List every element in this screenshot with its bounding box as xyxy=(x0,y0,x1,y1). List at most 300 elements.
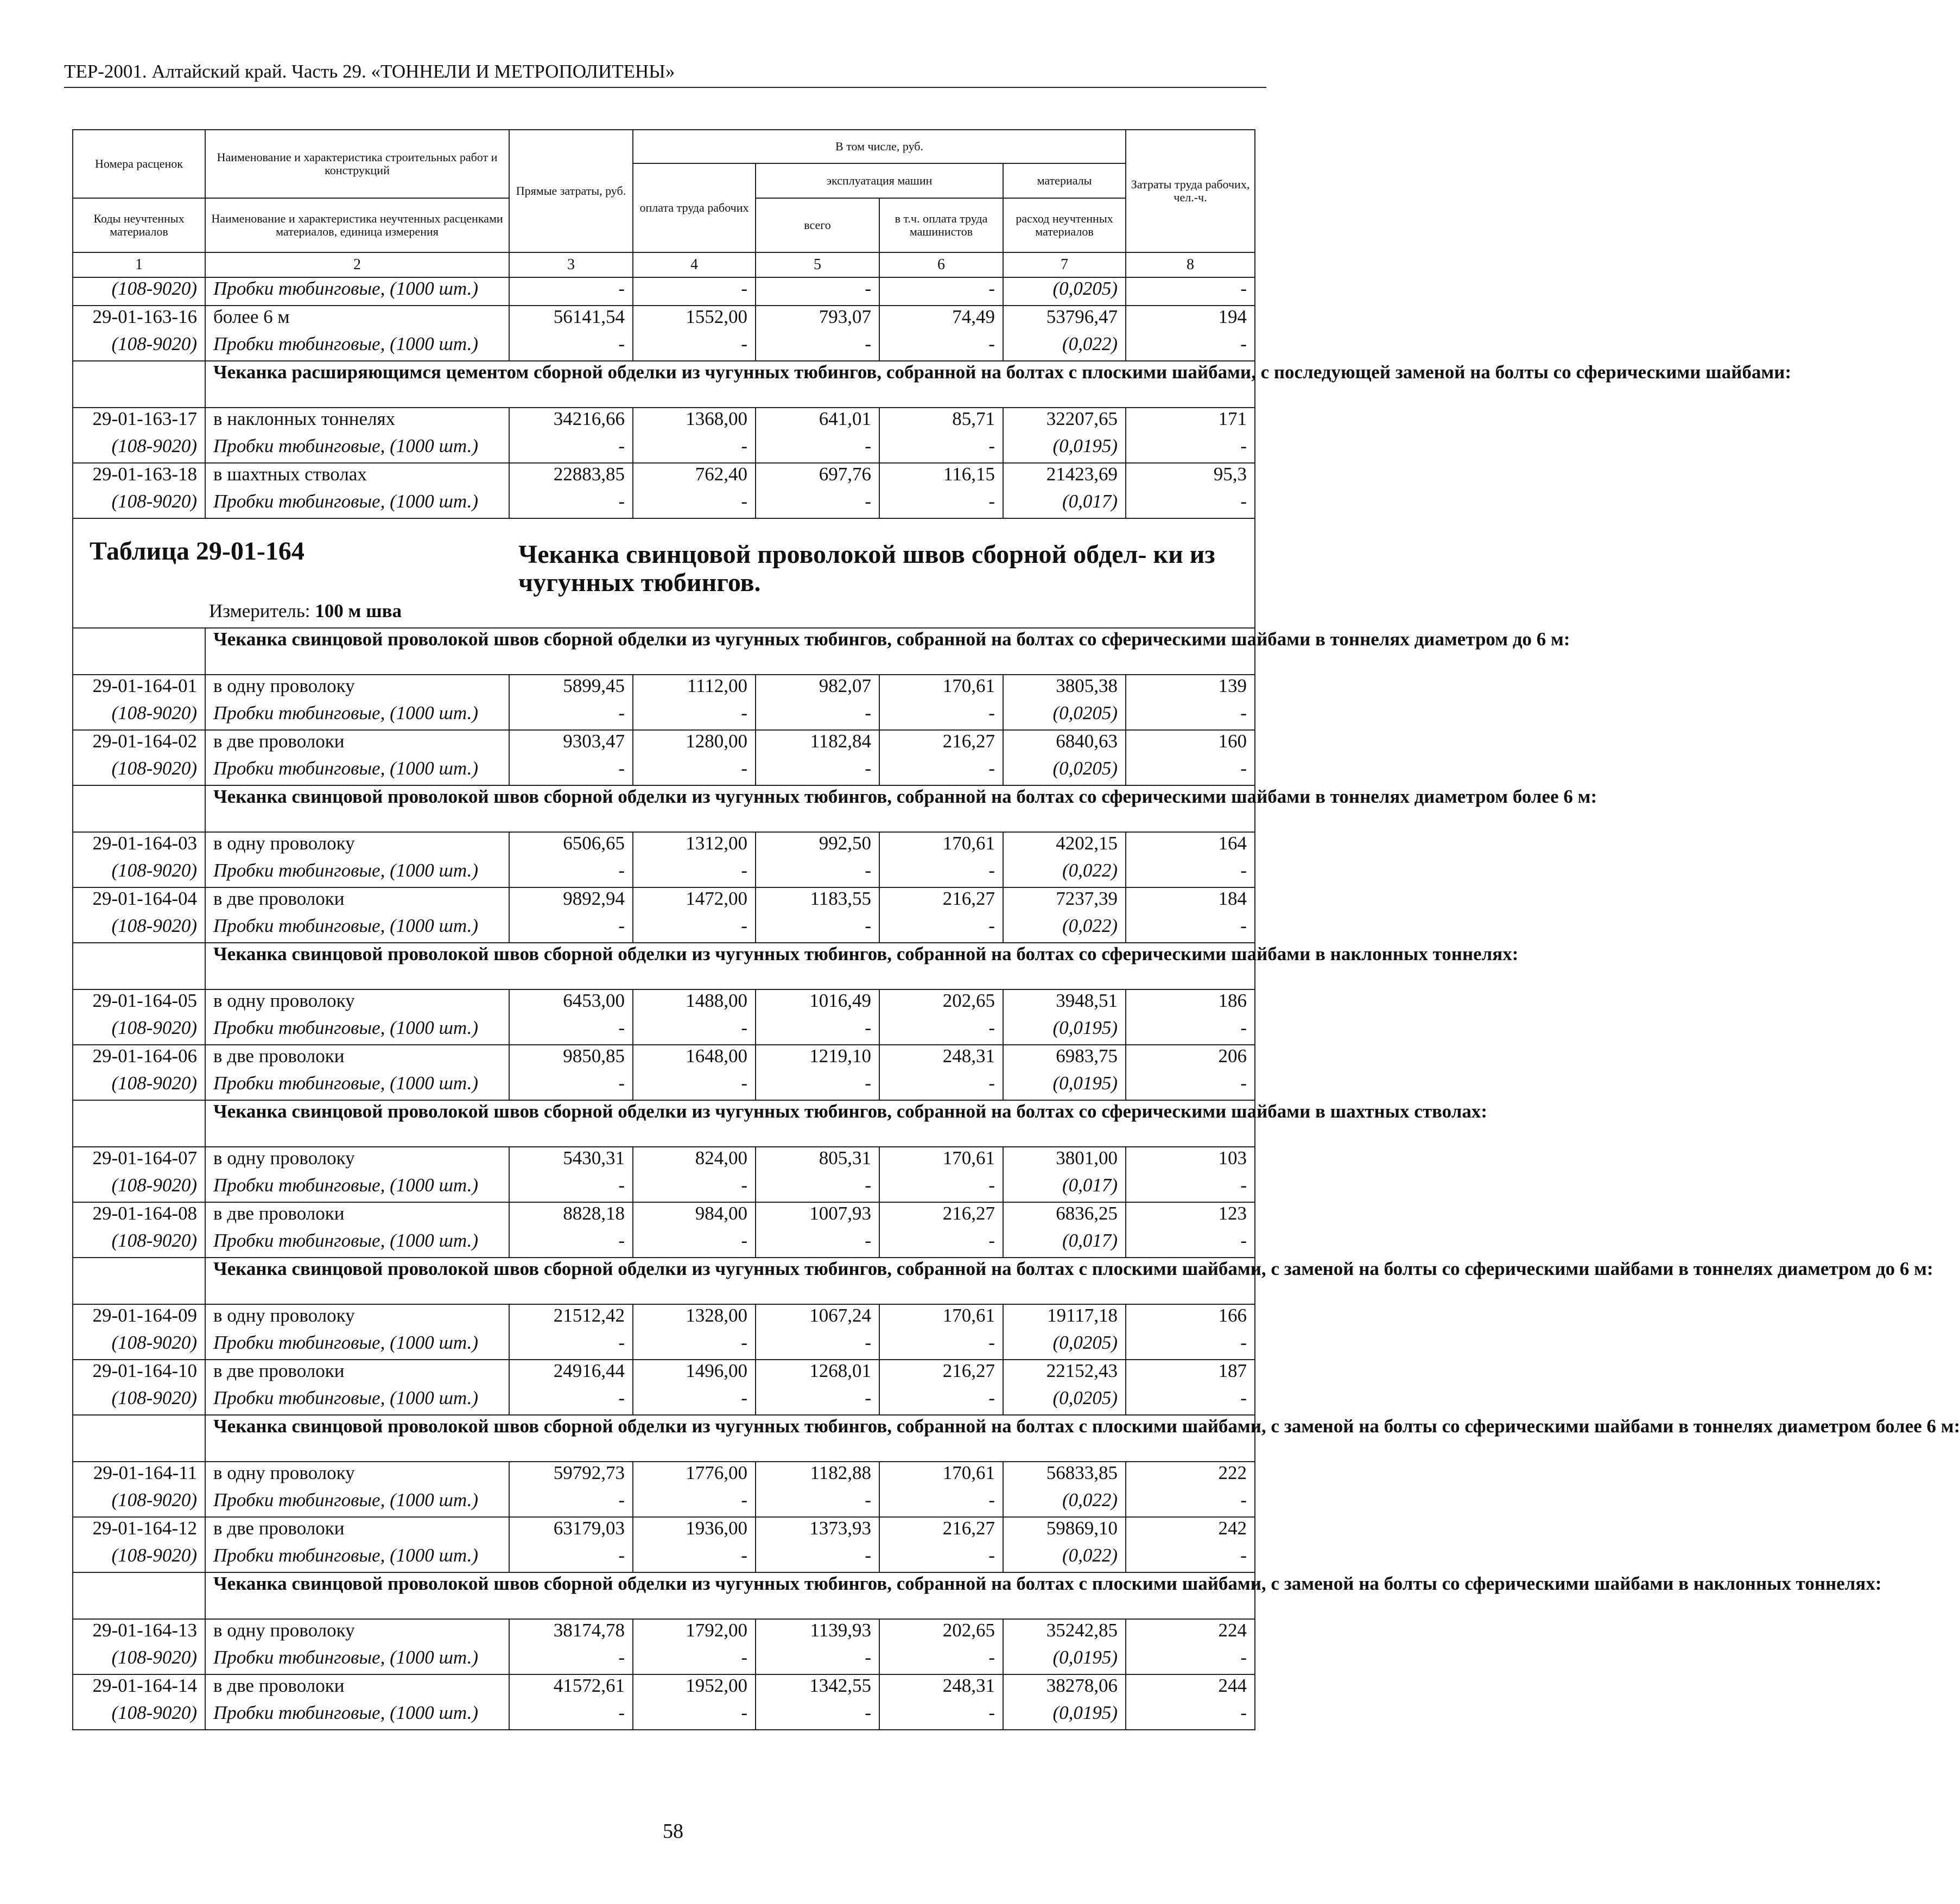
measure-value: 100 м шва xyxy=(315,600,402,621)
cell-labor-costs: 160 xyxy=(1126,730,1255,758)
cell-direct-costs: - xyxy=(509,1702,633,1730)
material-name: Пробки тюбинговые, (1000 шт.) xyxy=(205,1332,509,1360)
rate-row xyxy=(73,832,1255,860)
cell-direct-costs: 8828,18 xyxy=(509,1202,633,1230)
cell-direct-costs: 63179,03 xyxy=(509,1517,633,1545)
cell-machinists-pay: - xyxy=(879,1332,1003,1360)
column-number: 6 xyxy=(879,252,1003,277)
cell-workers-pay: - xyxy=(633,1175,756,1202)
cell-labor-costs: 139 xyxy=(1126,675,1255,702)
cell-labor-costs: - xyxy=(1126,1332,1255,1360)
section-description: Чеканка свинцовой проволокой швов сборной обделки из чугунных тюбингов, собранной на болтах со сферическими шайбами в шахтных стволах: xyxy=(205,1100,1255,1147)
cell-machinists-pay: - xyxy=(879,758,1003,785)
cell-machinists-pay: - xyxy=(879,1230,1003,1258)
measure-label: Измеритель: xyxy=(209,600,310,621)
cell-machinists-pay: 85,71 xyxy=(879,408,1003,435)
cell-machines-total: 697,76 xyxy=(756,463,879,491)
section-header-row xyxy=(73,361,1255,408)
material-name: Пробки тюбинговые, (1000 шт.) xyxy=(205,702,509,730)
cell-workers-pay: 1312,00 xyxy=(633,832,756,860)
cell-material-consumption: 6840,63 xyxy=(1003,730,1126,758)
header-material-codes: Коды неучтенных материалов xyxy=(73,198,205,252)
section-header-row xyxy=(73,1100,1255,1147)
material-code: (108-9020) xyxy=(73,1702,205,1730)
cell-material-consumption: 19117,18 xyxy=(1003,1304,1126,1332)
cell-labor-costs: 164 xyxy=(1126,832,1255,860)
rate-row xyxy=(73,1517,1255,1545)
cell-machines-total: - xyxy=(756,1017,879,1045)
cell-labor-costs: - xyxy=(1126,1072,1255,1100)
section-description: Чеканка свинцовой проволокой швов сборной обделки из чугунных тюбингов, собранной на болтах со сферическими шайбами в наклонных тоннелях: xyxy=(205,943,1255,989)
material-row xyxy=(73,1072,1255,1100)
cell-material-consumption: (0,017) xyxy=(1003,1230,1126,1258)
rate-code: 29-01-164-04 xyxy=(73,887,205,915)
cell-direct-costs: - xyxy=(509,915,633,943)
rate-name: в две проволоки xyxy=(205,1360,509,1387)
material-name: Пробки тюбинговые, (1000 шт.) xyxy=(205,1230,509,1258)
rate-code: 29-01-164-01 xyxy=(73,675,205,702)
rate-code: 29-01-163-18 xyxy=(73,463,205,491)
cell-direct-costs: - xyxy=(509,1072,633,1100)
cell-labor-costs: 244 xyxy=(1126,1674,1255,1702)
cell-direct-costs: - xyxy=(509,1489,633,1517)
cell-material-consumption: (0,022) xyxy=(1003,1545,1126,1572)
rate-name: в одну проволоку xyxy=(205,675,509,702)
header-rate-numbers: Номера расценок xyxy=(73,130,205,198)
cell-machines-total: - xyxy=(756,915,879,943)
cell-machinists-pay: - xyxy=(879,333,1003,361)
section-header-row xyxy=(73,628,1255,675)
estimate-table xyxy=(72,129,1960,1730)
rate-code: 29-01-164-12 xyxy=(73,1517,205,1545)
cell-machines-total: 1342,55 xyxy=(756,1674,879,1702)
rate-name: в две проволоки xyxy=(205,730,509,758)
rate-name: в одну проволоку xyxy=(205,989,509,1017)
cell-material-consumption: (0,022) xyxy=(1003,333,1126,361)
cell-machines-total: - xyxy=(756,1230,879,1258)
material-row xyxy=(73,1230,1255,1258)
cell-workers-pay: 762,40 xyxy=(633,463,756,491)
cell-workers-pay: - xyxy=(633,1072,756,1100)
cell-material-consumption: 4202,15 xyxy=(1003,832,1126,860)
header-machines-total: всего xyxy=(756,198,879,252)
cell-machinists-pay: - xyxy=(879,1489,1003,1517)
cell-machines-total: - xyxy=(756,1647,879,1674)
material-row xyxy=(73,702,1255,730)
cell-machinists-pay: 216,27 xyxy=(879,1360,1003,1387)
cell-workers-pay: - xyxy=(633,1387,756,1415)
cell-workers-pay: - xyxy=(633,915,756,943)
rate-name: в две проволоки xyxy=(205,1674,509,1702)
cell-machines-total: - xyxy=(756,1489,879,1517)
cell-material-consumption: (0,0205) xyxy=(1003,758,1126,785)
material-row xyxy=(73,1647,1255,1674)
table-body xyxy=(73,277,1960,1730)
section-empty-cell xyxy=(73,1572,205,1619)
material-code: (108-9020) xyxy=(73,1175,205,1202)
cell-labor-costs: 166 xyxy=(1126,1304,1255,1332)
cell-machinists-pay: - xyxy=(879,702,1003,730)
cell-machines-total: 1183,55 xyxy=(756,887,879,915)
page-number: 58 xyxy=(663,1820,683,1843)
cell-machines-total: 1139,93 xyxy=(756,1619,879,1647)
cell-machinists-pay: 170,61 xyxy=(879,1304,1003,1332)
cell-labor-costs: 186 xyxy=(1126,989,1255,1017)
cell-workers-pay: 1648,00 xyxy=(633,1045,756,1072)
cell-direct-costs: 9303,47 xyxy=(509,730,633,758)
cell-material-consumption: (0,022) xyxy=(1003,1489,1126,1517)
rate-name: в одну проволоку xyxy=(205,1619,509,1647)
rate-name: в одну проволоку xyxy=(205,1462,509,1489)
material-code: (108-9020) xyxy=(73,702,205,730)
cell-direct-costs: - xyxy=(509,1387,633,1415)
cell-labor-costs: 194 xyxy=(1126,306,1255,333)
cell-machinists-pay: 216,27 xyxy=(879,887,1003,915)
cell-machines-total: 982,07 xyxy=(756,675,879,702)
cell-material-consumption: (0,017) xyxy=(1003,491,1126,518)
cell-direct-costs: - xyxy=(509,1647,633,1674)
cell-machines-total: - xyxy=(756,758,879,785)
material-row xyxy=(73,491,1255,518)
rate-row xyxy=(73,887,1255,915)
rate-name: в наклонных тоннелях xyxy=(205,408,509,435)
cell-workers-pay: - xyxy=(633,277,756,306)
cell-labor-costs: 184 xyxy=(1126,887,1255,915)
rate-code: 29-01-164-03 xyxy=(73,832,205,860)
rate-code: 29-01-164-10 xyxy=(73,1360,205,1387)
rate-row xyxy=(73,408,1255,435)
cell-direct-costs: 9892,94 xyxy=(509,887,633,915)
column-number: 1 xyxy=(73,252,205,277)
rate-row xyxy=(73,1147,1255,1175)
cell-labor-costs: 242 xyxy=(1126,1517,1255,1545)
material-code: (108-9020) xyxy=(73,1230,205,1258)
section-header-row xyxy=(73,1572,1255,1619)
header-material-names: Наименование и характеристика неучтенных расценками материалов, единица измерения xyxy=(205,198,509,252)
cell-labor-costs: - xyxy=(1126,1230,1255,1258)
cell-machines-total: 805,31 xyxy=(756,1147,879,1175)
cell-material-consumption: 3805,38 xyxy=(1003,675,1126,702)
cell-direct-costs: 5430,31 xyxy=(509,1147,633,1175)
column-number: 5 xyxy=(756,252,879,277)
material-row xyxy=(73,1017,1255,1045)
cell-machinists-pay: - xyxy=(879,1017,1003,1045)
cell-direct-costs: 6506,65 xyxy=(509,832,633,860)
cell-material-consumption: 22152,43 xyxy=(1003,1360,1126,1387)
cell-machinists-pay: 170,61 xyxy=(879,832,1003,860)
cell-workers-pay: - xyxy=(633,860,756,887)
cell-labor-costs: 171 xyxy=(1126,408,1255,435)
rate-name: в две проволоки xyxy=(205,1045,509,1072)
header-materials: материалы xyxy=(1003,163,1126,198)
cell-machinists-pay: - xyxy=(879,1072,1003,1100)
cell-direct-costs: - xyxy=(509,702,633,730)
cell-machinists-pay: - xyxy=(879,860,1003,887)
cell-machinists-pay: - xyxy=(879,1545,1003,1572)
cell-direct-costs: - xyxy=(509,277,633,306)
cell-workers-pay: 1776,00 xyxy=(633,1462,756,1489)
cell-direct-costs: 6453,00 xyxy=(509,989,633,1017)
cell-machines-total: 793,07 xyxy=(756,306,879,333)
cell-machinists-pay: 74,49 xyxy=(879,306,1003,333)
section-description: Чеканка свинцовой проволокой швов сборной обделки из чугунных тюбингов, собранной на болтах с плоскими шайбами, с заменой на болты со сферическими шайбами в тоннелях диаметром до 6 м: xyxy=(205,1258,1255,1304)
rate-code: 29-01-164-13 xyxy=(73,1619,205,1647)
cell-machinists-pay: - xyxy=(879,1702,1003,1730)
cell-labor-costs: 187 xyxy=(1126,1360,1255,1387)
cell-machinists-pay: - xyxy=(879,491,1003,518)
rate-code: 29-01-164-09 xyxy=(73,1304,205,1332)
cell-workers-pay: 1552,00 xyxy=(633,306,756,333)
cell-machines-total: - xyxy=(756,435,879,463)
rate-row xyxy=(73,306,1255,333)
cell-labor-costs: - xyxy=(1126,860,1255,887)
cell-labor-costs: - xyxy=(1126,702,1255,730)
section-header-row xyxy=(73,1415,1255,1462)
cell-material-consumption: 6983,75 xyxy=(1003,1045,1126,1072)
material-name: Пробки тюбинговые, (1000 шт.) xyxy=(205,277,509,306)
material-row xyxy=(73,915,1255,943)
rate-row xyxy=(73,730,1255,758)
material-name: Пробки тюбинговые, (1000 шт.) xyxy=(205,1017,509,1045)
material-code: (108-9020) xyxy=(73,1545,205,1572)
cell-material-consumption: 32207,65 xyxy=(1003,408,1126,435)
cell-labor-costs: 206 xyxy=(1126,1045,1255,1072)
rate-code: 29-01-164-02 xyxy=(73,730,205,758)
cell-machinists-pay: 170,61 xyxy=(879,675,1003,702)
cell-workers-pay: - xyxy=(633,435,756,463)
cell-workers-pay: - xyxy=(633,758,756,785)
header-direct-costs: Прямые затраты, руб. xyxy=(509,130,633,252)
cell-direct-costs: - xyxy=(509,491,633,518)
material-row xyxy=(73,758,1255,785)
cell-labor-costs: - xyxy=(1126,1702,1255,1730)
cell-material-consumption: 6836,25 xyxy=(1003,1202,1126,1230)
rate-name: в шахтных стволах xyxy=(205,463,509,491)
section-header-row xyxy=(73,1258,1255,1304)
material-row xyxy=(73,1489,1255,1517)
cell-machines-total: - xyxy=(756,1332,879,1360)
cell-machines-total: 1067,24 xyxy=(756,1304,879,1332)
material-row xyxy=(73,1545,1255,1572)
cell-machines-total: 1219,10 xyxy=(756,1045,879,1072)
rate-code: 29-01-164-06 xyxy=(73,1045,205,1072)
cell-machines-total: 992,50 xyxy=(756,832,879,860)
cell-material-consumption: 3948,51 xyxy=(1003,989,1126,1017)
cell-machines-total: - xyxy=(756,1072,879,1100)
material-code: (108-9020) xyxy=(73,1072,205,1100)
cell-labor-costs: - xyxy=(1126,491,1255,518)
cell-machinists-pay: 202,65 xyxy=(879,1619,1003,1647)
cell-machines-total: - xyxy=(756,702,879,730)
section-empty-cell xyxy=(73,1258,205,1304)
cell-direct-costs: 59792,73 xyxy=(509,1462,633,1489)
rate-code: 29-01-164-11 xyxy=(73,1462,205,1489)
material-row xyxy=(73,1387,1255,1415)
cell-material-consumption: 7237,39 xyxy=(1003,887,1126,915)
rate-name: в одну проволоку xyxy=(205,832,509,860)
cell-machines-total: - xyxy=(756,491,879,518)
section-empty-cell xyxy=(73,628,205,675)
cell-labor-costs: - xyxy=(1126,277,1255,306)
rate-code: 29-01-164-07 xyxy=(73,1147,205,1175)
table-number: Таблица 29-01-164 xyxy=(90,537,305,566)
cell-material-consumption: (0,0205) xyxy=(1003,702,1126,730)
cell-direct-costs: - xyxy=(509,1545,633,1572)
cell-workers-pay: 1496,00 xyxy=(633,1360,756,1387)
cell-material-consumption: (0,0195) xyxy=(1003,435,1126,463)
cell-workers-pay: 1368,00 xyxy=(633,408,756,435)
column-number: 7 xyxy=(1003,252,1126,277)
cell-workers-pay: 1328,00 xyxy=(633,1304,756,1332)
cell-material-consumption: (0,022) xyxy=(1003,915,1126,943)
material-name: Пробки тюбинговые, (1000 шт.) xyxy=(205,915,509,943)
rate-row xyxy=(73,1674,1255,1702)
cell-labor-costs: - xyxy=(1126,435,1255,463)
cell-labor-costs: - xyxy=(1126,915,1255,943)
cell-labor-costs: 95,3 xyxy=(1126,463,1255,491)
section-description: Чеканка свинцовой проволокой швов сборной обделки из чугунных тюбингов, собранной на болтах с плоскими шайбами, с заменой на болты со сферическими шайбами в тоннелях диаметром более 6 м: xyxy=(205,1415,1255,1462)
section-description: Чеканка свинцовой проволокой швов сборной обделки из чугунных тюбингов, собранной на болтах с плоскими шайбами, с заменой на болты со сферическими шайбами в наклонных тоннелях: xyxy=(205,1572,1255,1619)
cell-workers-pay: - xyxy=(633,1489,756,1517)
section-description: Чеканка свинцовой проволокой швов сборной обделки из чугунных тюбингов, собранной на болтах со сферическими шайбами в тоннелях диаметром до 6 м: xyxy=(205,628,1255,675)
cell-machines-total: 1016,49 xyxy=(756,989,879,1017)
cell-direct-costs: 5899,45 xyxy=(509,675,633,702)
cell-machinists-pay: 170,61 xyxy=(879,1462,1003,1489)
cell-workers-pay: 824,00 xyxy=(633,1147,756,1175)
cell-workers-pay: 1792,00 xyxy=(633,1619,756,1647)
cell-workers-pay: 1488,00 xyxy=(633,989,756,1017)
cell-material-consumption: (0,0195) xyxy=(1003,1702,1126,1730)
cell-machines-total: - xyxy=(756,1702,879,1730)
cell-workers-pay: - xyxy=(633,1702,756,1730)
material-code: (108-9020) xyxy=(73,277,205,306)
rate-code: 29-01-163-17 xyxy=(73,408,205,435)
cell-workers-pay: 1952,00 xyxy=(633,1674,756,1702)
rate-code: 29-01-164-08 xyxy=(73,1202,205,1230)
material-code: (108-9020) xyxy=(73,1647,205,1674)
cell-machinists-pay: - xyxy=(879,1647,1003,1674)
cell-machines-total: - xyxy=(756,277,879,306)
section-header-row xyxy=(73,785,1255,832)
material-name: Пробки тюбинговые, (1000 шт.) xyxy=(205,1072,509,1100)
cell-direct-costs: 41572,61 xyxy=(509,1674,633,1702)
header-work-name: Наименование и характеристика строительных работ и конструкций xyxy=(205,130,509,198)
column-number: 8 xyxy=(1126,252,1255,277)
header-material-consumption: расход неучтенных материалов xyxy=(1003,198,1126,252)
cell-material-consumption: (0,0205) xyxy=(1003,1387,1126,1415)
material-name: Пробки тюбинговые, (1000 шт.) xyxy=(205,333,509,361)
cell-machines-total: - xyxy=(756,1545,879,1572)
cell-material-consumption: 56833,85 xyxy=(1003,1462,1126,1489)
cell-machinists-pay: - xyxy=(879,1175,1003,1202)
cell-labor-costs: - xyxy=(1126,1647,1255,1674)
cell-machinists-pay: 116,15 xyxy=(879,463,1003,491)
cell-material-consumption: (0,0195) xyxy=(1003,1647,1126,1674)
cell-direct-costs: 22883,85 xyxy=(509,463,633,491)
material-code: (108-9020) xyxy=(73,758,205,785)
cell-machinists-pay: - xyxy=(879,277,1003,306)
cell-machines-total: - xyxy=(756,1175,879,1202)
cell-material-consumption: 3801,00 xyxy=(1003,1147,1126,1175)
cell-labor-costs: - xyxy=(1126,1017,1255,1045)
rate-code: 29-01-163-16 xyxy=(73,306,205,333)
cell-machinists-pay: 216,27 xyxy=(879,730,1003,758)
cell-machines-total: 1373,93 xyxy=(756,1517,879,1545)
cell-direct-costs: - xyxy=(509,1017,633,1045)
cell-material-consumption: 59869,10 xyxy=(1003,1517,1126,1545)
rate-row xyxy=(73,1304,1255,1332)
section-description: Чеканка расширяющимся цементом сборной обделки из чугунных тюбингов, собранной на болтах с плоскими шайбами, с последующей заменой на болты со сферическими шайбами: xyxy=(205,361,1255,408)
cell-direct-costs: - xyxy=(509,860,633,887)
material-row xyxy=(73,277,1255,306)
material-code: (108-9020) xyxy=(73,1017,205,1045)
cell-machinists-pay: 248,31 xyxy=(879,1045,1003,1072)
cell-material-consumption: (0,017) xyxy=(1003,1175,1126,1202)
cell-direct-costs: 38174,78 xyxy=(509,1619,633,1647)
cell-labor-costs: - xyxy=(1126,1489,1255,1517)
cell-machines-total: 1007,93 xyxy=(756,1202,879,1230)
cell-direct-costs: - xyxy=(509,435,633,463)
column-number: 2 xyxy=(205,252,509,277)
cell-machines-total: 1268,01 xyxy=(756,1360,879,1387)
cell-machinists-pay: - xyxy=(879,1387,1003,1415)
cell-material-consumption: 21423,69 xyxy=(1003,463,1126,491)
cell-workers-pay: 1936,00 xyxy=(633,1517,756,1545)
cell-machines-total: - xyxy=(756,860,879,887)
section-empty-cell xyxy=(73,943,205,989)
cell-machinists-pay: 216,27 xyxy=(879,1517,1003,1545)
column-number: 4 xyxy=(633,252,756,277)
cell-workers-pay: - xyxy=(633,1545,756,1572)
cell-direct-costs: - xyxy=(509,1175,633,1202)
cell-machinists-pay: 216,27 xyxy=(879,1202,1003,1230)
header-machinists-pay: в т.ч. оплата труда машинистов xyxy=(879,198,1003,252)
cell-direct-costs: 34216,66 xyxy=(509,408,633,435)
rate-name: более 6 м xyxy=(205,306,509,333)
cell-labor-costs: - xyxy=(1126,1387,1255,1415)
section-empty-cell xyxy=(73,1100,205,1147)
cell-labor-costs: 123 xyxy=(1126,1202,1255,1230)
cell-workers-pay: - xyxy=(633,702,756,730)
cell-material-consumption: (0,0195) xyxy=(1003,1072,1126,1100)
cell-machines-total: 641,01 xyxy=(756,408,879,435)
cell-labor-costs: - xyxy=(1126,1175,1255,1202)
rate-row xyxy=(73,1360,1255,1387)
rate-name: в одну проволоку xyxy=(205,1304,509,1332)
material-code: (108-9020) xyxy=(73,333,205,361)
table-header xyxy=(73,130,1255,277)
rate-row xyxy=(73,1462,1255,1489)
cell-workers-pay: 1472,00 xyxy=(633,887,756,915)
material-name: Пробки тюбинговые, (1000 шт.) xyxy=(205,1647,509,1674)
material-code: (108-9020) xyxy=(73,1387,205,1415)
cell-machinists-pay: 248,31 xyxy=(879,1674,1003,1702)
section-header-row xyxy=(73,943,1255,989)
cell-workers-pay: 1280,00 xyxy=(633,730,756,758)
cell-material-consumption: 35242,85 xyxy=(1003,1619,1126,1647)
material-code: (108-9020) xyxy=(73,860,205,887)
cell-machines-total: 1182,84 xyxy=(756,730,879,758)
cell-direct-costs: 9850,85 xyxy=(509,1045,633,1072)
rate-row xyxy=(73,1619,1255,1647)
cell-workers-pay: - xyxy=(633,1230,756,1258)
header-column-numbers xyxy=(73,252,1255,277)
rate-name: в две проволоки xyxy=(205,1202,509,1230)
rate-code: 29-01-164-14 xyxy=(73,1674,205,1702)
cell-machinists-pay: 170,61 xyxy=(879,1147,1003,1175)
cell-material-consumption: (0,0195) xyxy=(1003,1017,1126,1045)
cell-direct-costs: - xyxy=(509,1230,633,1258)
